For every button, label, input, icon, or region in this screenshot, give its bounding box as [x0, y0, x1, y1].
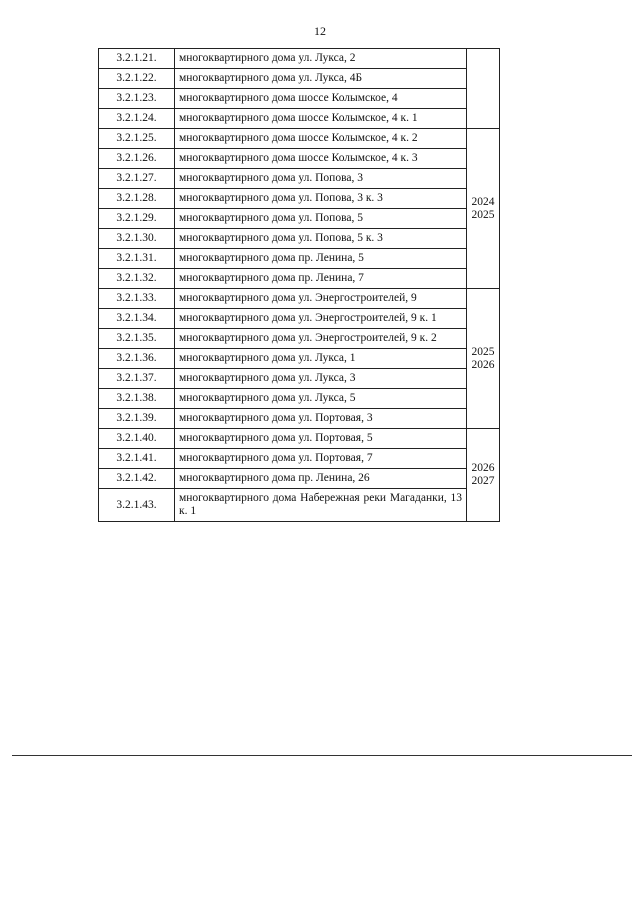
table-row: [99, 49, 500, 69]
table-row: [99, 429, 500, 449]
address-cell: многоквартирного дома Набережная реки Магаданки, 13 к. 1: [175, 489, 467, 522]
table-row: [99, 349, 500, 369]
item-number-cell: 3.2.1.40.: [99, 429, 175, 449]
table-row: [99, 229, 500, 249]
item-number-cell: 3.2.1.31.: [99, 249, 175, 269]
address-cell: многоквартирного дома ул. Лукса, 5: [175, 389, 467, 409]
address-cell: многоквартирного дома ул. Портовая, 3: [175, 409, 467, 429]
bottom-divider: [12, 755, 632, 756]
item-number-cell: 3.2.1.35.: [99, 329, 175, 349]
address-cell: многоквартирного дома пр. Ленина, 26: [175, 469, 467, 489]
address-cell: многоквартирного дома шоссе Колымское, 4 к. 3: [175, 149, 467, 169]
address-cell: многоквартирного дома ул. Портовая, 5: [175, 429, 467, 449]
table-row: [99, 169, 500, 189]
address-cell: многоквартирного дома пр. Ленина, 5: [175, 249, 467, 269]
item-number-cell: 3.2.1.28.: [99, 189, 175, 209]
item-number-cell: 3.2.1.37.: [99, 369, 175, 389]
table-row: [99, 329, 500, 349]
table-row: [99, 289, 500, 309]
table-row: [99, 409, 500, 429]
year-label: 2025: [471, 208, 495, 221]
item-number-cell: 3.2.1.24.: [99, 109, 175, 129]
implementation-years-cell: [467, 289, 500, 429]
address-cell: многоквартирного дома ул. Лукса, 4Б: [175, 69, 467, 89]
table-row: [99, 89, 500, 109]
table-row: [99, 309, 500, 329]
table-row: [99, 489, 500, 522]
table-row: [99, 389, 500, 409]
implementation-years-cell: [467, 49, 500, 129]
implementation-years-cell: [467, 129, 500, 289]
address-cell: многоквартирного дома ул. Лукса, 1: [175, 349, 467, 369]
address-cell: многоквартирного дома ул. Попова, 3: [175, 169, 467, 189]
item-number-cell: 3.2.1.25.: [99, 129, 175, 149]
table-row: [99, 209, 500, 229]
address-table: [98, 48, 500, 522]
table-row: [99, 249, 500, 269]
address-cell: многоквартирного дома ул. Попова, 5 к. 3: [175, 229, 467, 249]
item-number-cell: 3.2.1.22.: [99, 69, 175, 89]
item-number-cell: 3.2.1.29.: [99, 209, 175, 229]
address-cell: многоквартирного дома пр. Ленина, 7: [175, 269, 467, 289]
item-number-cell: 3.2.1.26.: [99, 149, 175, 169]
item-number-cell: 3.2.1.30.: [99, 229, 175, 249]
address-cell: многоквартирного дома ул. Лукса, 2: [175, 49, 467, 69]
address-table-body: [99, 49, 500, 522]
year-label: 2027: [471, 475, 495, 487]
item-number-cell: 3.2.1.34.: [99, 309, 175, 329]
item-number-cell: 3.2.1.27.: [99, 169, 175, 189]
address-cell: многоквартирного дома шоссе Колымское, 4 к. 1: [175, 109, 467, 129]
table-row: [99, 129, 500, 149]
item-number-cell: 3.2.1.39.: [99, 409, 175, 429]
table-row: [99, 369, 500, 389]
item-number-cell: 3.2.1.32.: [99, 269, 175, 289]
item-number-cell: 3.2.1.38.: [99, 389, 175, 409]
item-number-cell: 3.2.1.21.: [99, 49, 175, 69]
address-cell: многоквартирного дома шоссе Колымское, 4: [175, 89, 467, 109]
item-number-cell: 3.2.1.42.: [99, 469, 175, 489]
year-label: 2025: [471, 345, 495, 358]
address-cell: многоквартирного дома ул. Портовая, 7: [175, 449, 467, 469]
address-cell: многоквартирного дома ул. Энергостроителей, 9: [175, 289, 467, 309]
table-row: [99, 109, 500, 129]
address-cell: многоквартирного дома ул. Лукса, 3: [175, 369, 467, 389]
address-cell: многоквартирного дома ул. Попова, 5: [175, 209, 467, 229]
implementation-years-cell: [467, 429, 500, 522]
item-number-cell: 3.2.1.41.: [99, 449, 175, 469]
table-row: [99, 189, 500, 209]
year-label: 2024: [471, 195, 495, 208]
table-row: [99, 69, 500, 89]
address-cell: многоквартирного дома шоссе Колымское, 4 к. 2: [175, 129, 467, 149]
item-number-cell: 3.2.1.36.: [99, 349, 175, 369]
table-row: [99, 469, 500, 489]
address-cell: многоквартирного дома ул. Энергостроителей, 9 к. 2: [175, 329, 467, 349]
item-number-cell: 3.2.1.23.: [99, 89, 175, 109]
page-number: 12: [314, 24, 326, 38]
item-number-cell: 3.2.1.33.: [99, 289, 175, 309]
address-cell: многоквартирного дома ул. Попова, 3 к. 3: [175, 189, 467, 209]
item-number-cell: 3.2.1.43.: [99, 489, 175, 522]
year-label: 2026: [471, 462, 495, 474]
year-label: 2026: [471, 358, 495, 371]
table-row: [99, 449, 500, 469]
address-cell: многоквартирного дома ул. Энергостроителей, 9 к. 1: [175, 309, 467, 329]
table-row: [99, 149, 500, 169]
table-row: [99, 269, 500, 289]
